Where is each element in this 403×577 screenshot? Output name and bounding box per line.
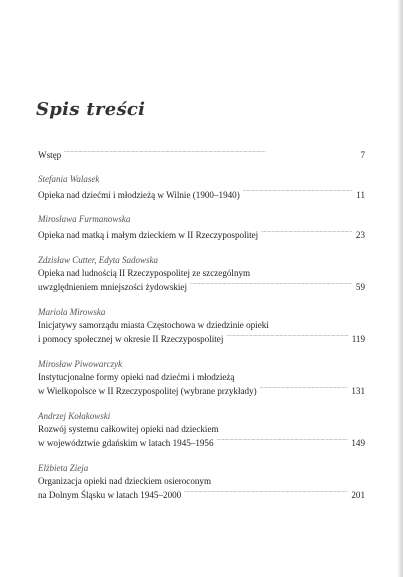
toc-entry-page: 149 bbox=[351, 438, 365, 448]
toc-entry-line bbox=[38, 331, 365, 346]
toc-entry[interactable] bbox=[38, 255, 365, 294]
toc-entry-line bbox=[38, 279, 365, 294]
toc-entry-page: 11 bbox=[356, 189, 365, 200]
toc-entry-author: Mirosława Furmanowska bbox=[38, 214, 131, 224]
toc-entry-title: Opieka nad matką i małym dzieckiem w II Rzeczypospolitej bbox=[38, 230, 259, 240]
toc-entry-title-cont: i pomocy społecznej w okresie II Rzeczypospolitej bbox=[38, 334, 224, 344]
toc-entry-page: 59 bbox=[355, 282, 365, 292]
toc-entry-page: 119 bbox=[351, 334, 365, 344]
page-edge-shadow bbox=[397, 0, 403, 577]
toc-entry-title: Inicjatywy samorządu miasta Częstochowa w dziedzinie opieki bbox=[38, 319, 269, 330]
toc-entry-title-cont: w Wielkopolsce w II Rzeczypospolitej (wybrane przykłady) bbox=[38, 386, 257, 396]
toc-entry-title: Wstęp bbox=[38, 150, 62, 160]
toc-entry-page: 7 bbox=[360, 150, 365, 160]
toc-entry-author: Elżbieta Zieja bbox=[38, 462, 89, 473]
dot-leader bbox=[261, 227, 352, 238]
toc-entry-line bbox=[38, 227, 365, 242]
toc-entry[interactable] bbox=[38, 411, 365, 450]
toc-entry-line bbox=[38, 147, 365, 162]
toc-entry-author: Andrzej Kołakowski bbox=[38, 410, 111, 421]
toc-entry-title-cont: na Dolnym Śląsku w latach 1945–2000 bbox=[38, 490, 182, 500]
toc-entry-page: 201 bbox=[351, 490, 365, 500]
toc-entry-title-cont: uwzględnieniem mniejszości żydowskiej bbox=[38, 282, 187, 292]
toc-entry[interactable] bbox=[38, 359, 365, 398]
toc-entry[interactable] bbox=[38, 214, 365, 242]
toc-entry-author: Mirosław Piwowarczyk bbox=[38, 358, 123, 369]
dot-leader bbox=[243, 187, 352, 198]
toc-entry-line bbox=[38, 435, 365, 450]
dot-leader bbox=[260, 383, 349, 394]
toc-entry-title: Opieka nad ludnością II Rzeczypospolitej ze szczególnym bbox=[38, 267, 251, 278]
toc-entries bbox=[38, 147, 365, 515]
toc-entry[interactable] bbox=[38, 463, 365, 502]
toc-entry-author: Zdzisław Cutter, Edyta Sadowska bbox=[38, 254, 159, 265]
toc-entry[interactable] bbox=[38, 307, 365, 346]
dot-leader bbox=[226, 331, 348, 342]
toc-entry-line bbox=[38, 383, 365, 398]
toc-entry-line bbox=[38, 187, 365, 202]
toc-entry-author: Stefania Walasek bbox=[38, 173, 100, 184]
toc-entry-title: Rozwój systemu całkowitej opieki nad dzieckiem bbox=[38, 423, 219, 434]
toc-entry-page: 23 bbox=[355, 230, 365, 240]
toc-entry-line bbox=[38, 487, 365, 502]
dot-leader bbox=[64, 147, 352, 158]
dot-leader bbox=[184, 487, 348, 498]
toc-entry-title: Instytucjonalne formy opieki nad dziećmi i młodzieżą bbox=[38, 371, 235, 382]
dot-leader bbox=[217, 435, 349, 446]
dot-leader bbox=[190, 279, 352, 290]
toc-entry-page: 131 bbox=[351, 386, 365, 396]
toc-entry-title: Opieka nad dziećmi i młodzieżą w Wilnie (1900–1940) bbox=[38, 189, 240, 200]
toc-entry[interactable] bbox=[38, 174, 365, 202]
toc-entry[interactable] bbox=[38, 147, 365, 162]
toc-entry-author: Mariola Mirowska bbox=[38, 306, 106, 317]
toc-title: Spis treści bbox=[36, 99, 146, 120]
toc-entry-title-cont: w województwie gdańskim w latach 1945–1956 bbox=[38, 438, 214, 448]
toc-entry-title: Organizacja opieki nad dzieckiem osieroconym bbox=[38, 475, 212, 486]
